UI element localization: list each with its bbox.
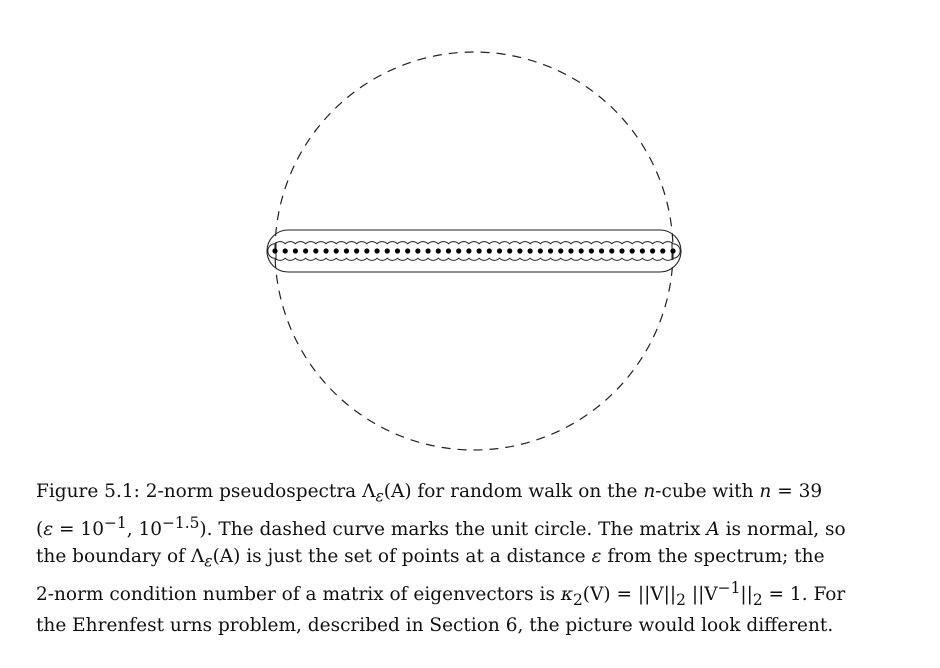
eigenvalue-point — [293, 248, 298, 253]
epsilon-boundary-1e-1.5 — [268, 242, 680, 261]
eigenvalue-point — [579, 248, 584, 253]
eigenvalue-point — [374, 248, 379, 253]
eigenvalue-point — [323, 248, 328, 253]
eigenvalue-point — [660, 248, 665, 253]
epsilon-1e-1-curve — [267, 230, 681, 272]
eigenvalue-point — [589, 248, 594, 253]
caption-line-4: 2-norm condition number of a matrix of eigenvectors is $\kappa_2(V) = ||V||_2$ $||V^{-1}||_2 = 1$. For — [36, 579, 846, 609]
caption-line-5: the Ehrenfest urns problem, described in Section 6, the picture would look different. — [36, 615, 834, 637]
eigenvalue-point — [283, 248, 288, 253]
eigenvalue-point — [313, 248, 318, 253]
caption-line-1: Figure 5.1: 2-norm pseudospectra $\Lambda_\varepsilon(A)$ for random walk on the n-cube with n = 39 — [36, 481, 823, 506]
eigenvalue-point — [477, 248, 482, 253]
eigenvalue-point — [334, 248, 339, 253]
eigenvalue-point — [487, 248, 492, 253]
eigenvalue-point — [619, 248, 624, 253]
caption-line-2: ($\varepsilon = 10^{-1}$, $10^{-1.5}$). The dashed curve marks the unit circle. The matrix A is normal, so — [36, 514, 846, 541]
eigenvalue-point — [456, 248, 461, 253]
eigenvalue-point — [640, 248, 645, 253]
eigenvalue-point — [507, 248, 512, 253]
eigenvalue-point — [405, 248, 410, 253]
eigenvalue-point — [466, 248, 471, 253]
eigenvalue-point — [344, 248, 349, 253]
caption-label: Figure 5.1: — [36, 481, 140, 502]
caption-line-3: the boundary of $\Lambda_\varepsilon(A)$ is just the set of points at a distance ε from the spectrum; the — [36, 545, 825, 571]
figure-caption — [36, 479, 916, 640]
eigenvalue-point — [528, 248, 533, 253]
eigenvalue-point — [650, 248, 655, 253]
eigenvalue-point — [548, 248, 553, 253]
eigenvalue-point — [385, 248, 390, 253]
eigenvalue-point — [272, 248, 277, 253]
eigenvalue-point — [630, 248, 635, 253]
eigenvalue-point — [497, 248, 502, 253]
eigenvalue-point — [436, 248, 441, 253]
eigenvalue-point — [599, 248, 604, 253]
eigenvalue-point — [395, 248, 400, 253]
eigenvalue-point — [415, 248, 420, 253]
eigenvalue-point — [303, 248, 308, 253]
eigenvalue-point — [558, 248, 563, 253]
eigenvalue-point — [538, 248, 543, 253]
eigenvalue-point — [446, 248, 451, 253]
eigenvalue-point — [670, 248, 675, 253]
eigenvalue-point — [364, 248, 369, 253]
eigenvalue-point — [354, 248, 359, 253]
epsilon-1e-1.5-curve — [268, 242, 680, 261]
eigenvalue-point — [609, 248, 614, 253]
eigenvalue-point — [425, 248, 430, 253]
eigenvalue-point — [568, 248, 573, 253]
epsilon-boundary-1e-1 — [267, 230, 681, 272]
eigenvalue-group — [272, 248, 675, 253]
eigenvalue-point — [517, 248, 522, 253]
